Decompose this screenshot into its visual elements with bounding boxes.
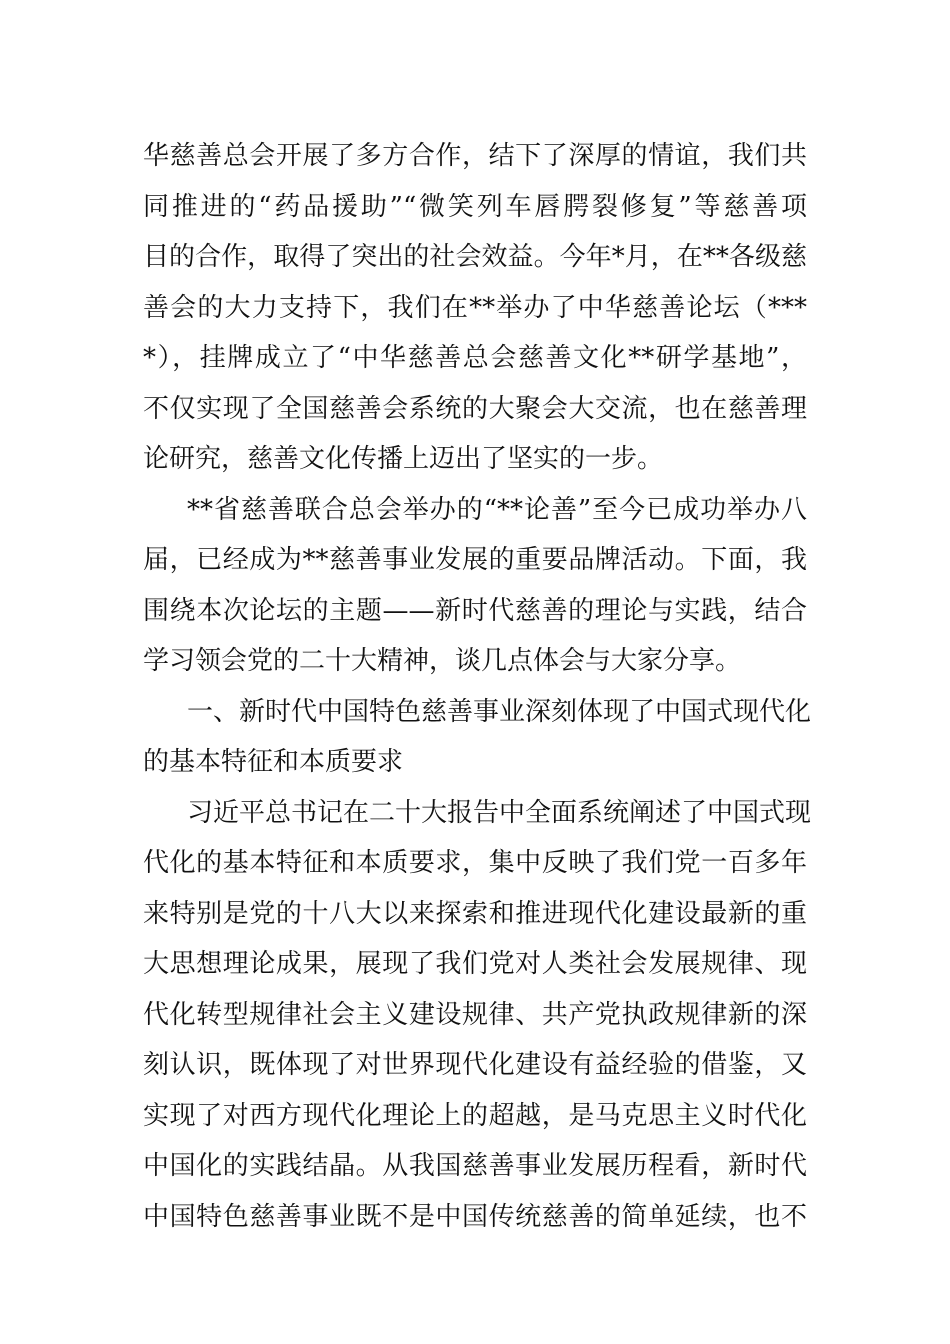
text-line: 中国化的实践结晶。从我国慈善事业发展历程看，新时代: [143, 1151, 807, 1181]
text-line: 届，已经成为**慈善事业发展的重要品牌活动。下面，我: [143, 545, 807, 575]
paragraph-first-line: **省慈善联合总会举办的“**论善”至今已成功举办八: [187, 494, 807, 525]
section-heading-line: 的基本特征和本质要求: [143, 747, 404, 777]
text-line: 论研究，慈善文化传播上迈出了坚实的一步。: [143, 444, 664, 474]
text-line: 目的合作，取得了突出的社会效益。今年*月，在**各级慈: [143, 242, 807, 272]
paragraph-first-line: 习近平总书记在二十大报告中全面系统阐述了中国式现: [187, 797, 812, 828]
text-line: 代化转型规律社会主义建设规律、共产党执政规律新的深: [143, 999, 807, 1030]
text-line: *），挂牌成立了“中华慈善总会慈善文化**研学基地”，: [143, 343, 807, 373]
text-line: 不仅实现了全国慈善会系统的大聚会大交流，也在慈善理: [143, 393, 807, 424]
text-line: 实现了对西方现代化理论上的超越，是马克思主义时代化: [143, 1100, 807, 1131]
text-line: 代化的基本特征和本质要求，集中反映了我们党一百多年: [143, 848, 807, 878]
text-line: 华慈善总会开展了多方合作，结下了深厚的情谊，我们共: [143, 141, 807, 171]
document-body: [143, 131, 812, 1242]
text-line: 来特别是党的十八大以来探索和推进现代化建设最新的重: [143, 898, 807, 929]
text-line: 围绕本次论坛的主题——新时代慈善的理论与实践，结合: [143, 595, 807, 626]
text-line: 中国特色慈善事业既不是中国传统慈善的简单延续，也不: [143, 1201, 807, 1232]
section-heading-line: 一、新时代中国特色慈善事业深刻体现了中国式现代化: [187, 696, 812, 727]
text-line: 大思想理论成果，展现了我们党对人类社会发展规律、现: [143, 949, 807, 979]
text-line: 同推进的“药品援助”“微笑列车唇腭裂修复”等慈善项: [143, 191, 807, 222]
text-line: 学习领会党的二十大精神，谈几点体会与大家分享。: [143, 646, 742, 676]
text-line: 善会的大力支持下，我们在**举办了中华慈善论坛（***: [143, 292, 807, 323]
text-line: 刻认识，既体现了对世界现代化建设有益经验的借鉴，又: [143, 1050, 807, 1080]
